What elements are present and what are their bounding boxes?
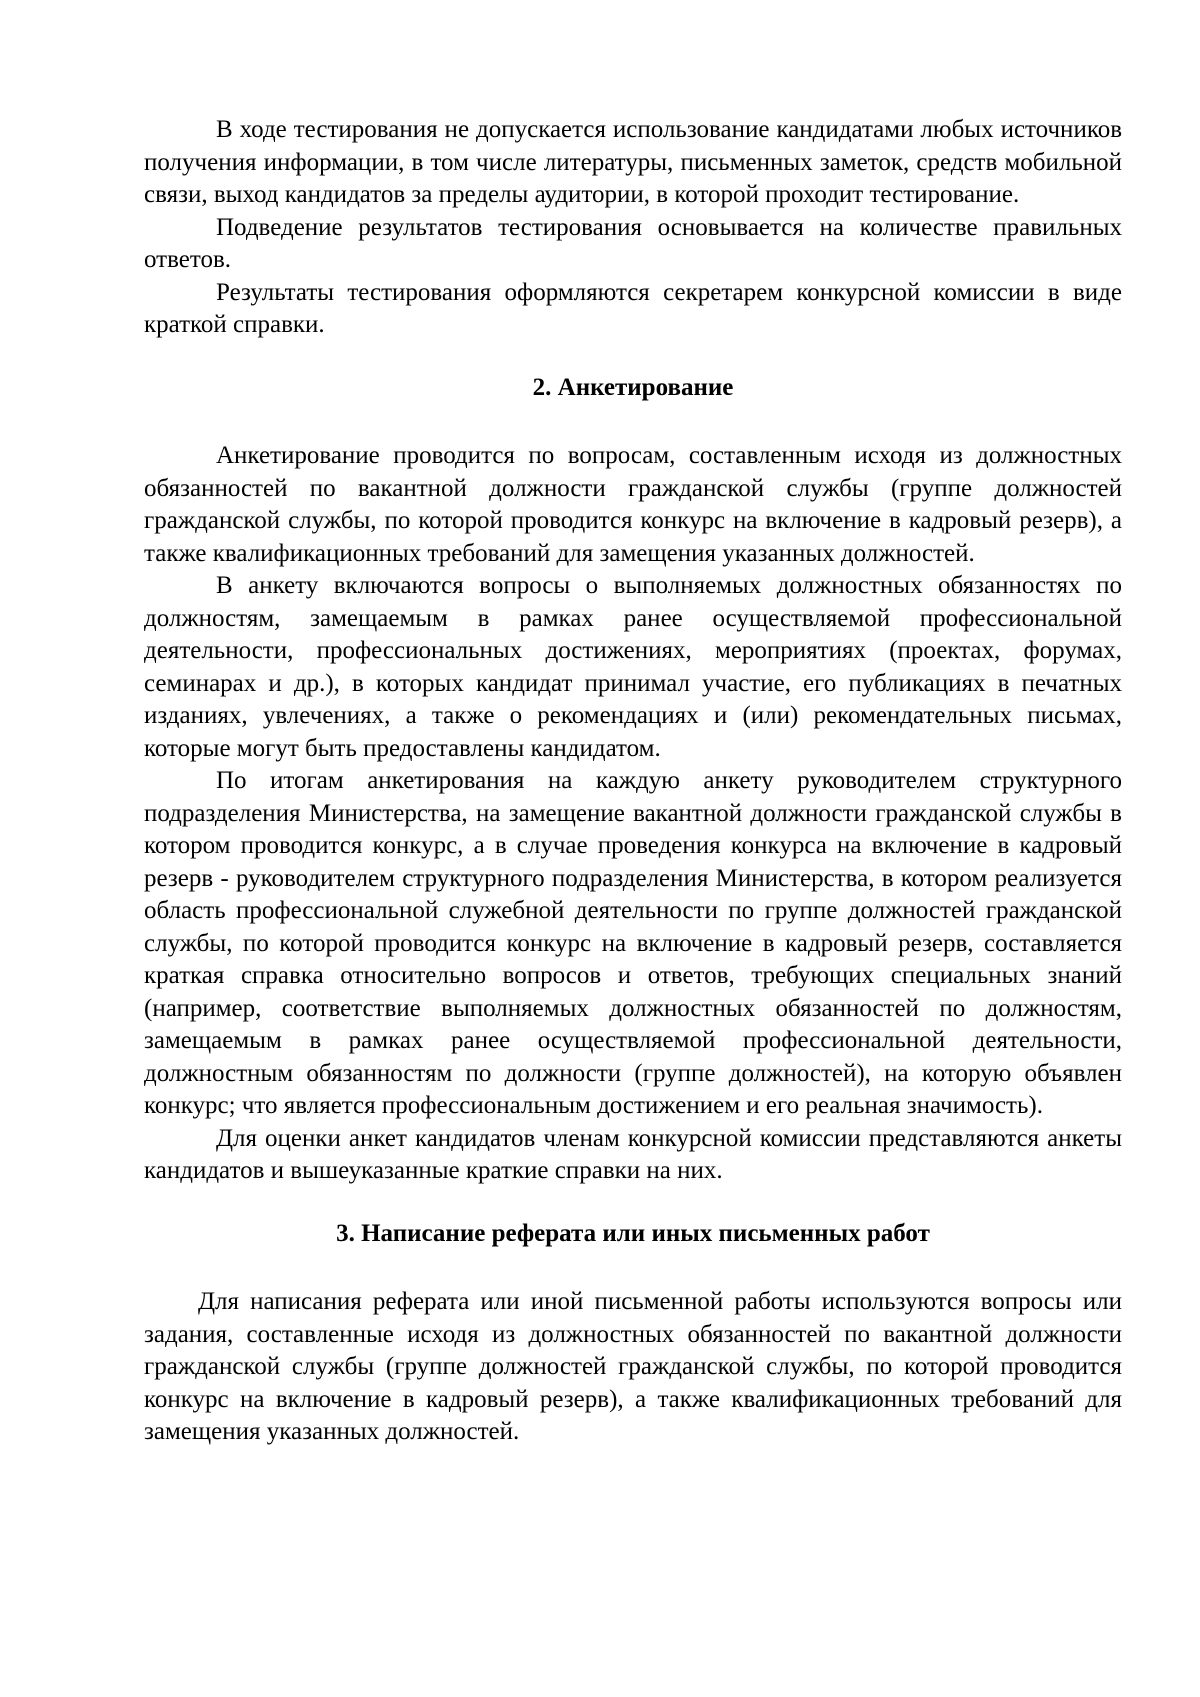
paragraph-questionnaire-basis: Анкетирование проводится по вопросам, составленным исходя из должностных обязанностей по вакантной должности гражданской службы (группе должностей гражданской службы, по которой проводится конкурс на включение в кадровый резерв), а также квалификационных требований для замещения указанных должностей. [144, 442, 1122, 567]
paragraph-testing-results-basis: Подведение результатов тестирования основывается на количестве правильных ответов. [144, 213, 1122, 273]
section-heading-questionnaire: 2. Анкетирование [532, 373, 734, 401]
paragraph-questionnaire-summary: По итогам анкетирования на каждую анкету руководителем структурного подразделения Министерства, на замещение вакантной должности гражданской службы в котором проводится конкурс, а в случае проведения конкурса на включение в кадровый резерв - руководителем структурного подразделения Министерства, в котором реализуется область профессиональной служебной деятельности по группе должностей гражданской службы, по которой проводится конкурс на включение в кадровый резерв, составляется краткая справка относительно вопросов и ответов, требующих специальных знаний (например, соответствие выполняемых должностных обязанностей по должностям, замещаемым в рамках ранее осуществляемой профессиональной деятельности, должностным обязанностям по должности (группе должностей), на которую объявлен конкурс; что является профессиональным достижением и его реальная значимость). [144, 767, 1122, 1119]
paragraph-questionnaire-evaluation: Для оценки анкет кандидатов членам конкурсной комиссии представляются анкеты кандидатов и вышеуказанные краткие справки на них. [144, 1124, 1122, 1184]
paragraph-testing-results-record: Результаты тестирования оформляются секретарем конкурсной комиссии в виде краткой справки. [144, 278, 1122, 338]
paragraph-essay-basis: Для написания реферата или иной письменной работы используются вопросы или задания, составленные исходя из должностных обязанностей по вакантной должности гражданской службы (группе должностей гражданской службы, по которой проводится конкурс на включение в кадровый резерв), а также квалификационных требований для замещения указанных должностей. [144, 1288, 1122, 1445]
paragraph-questionnaire-contents: В анкету включаются вопросы о выполняемых должностных обязанностях по должностям, замещаемым в рамках ранее осуществляемой профессиональной деятельности, профессиональных достижениях, мероприятиях (проектах, форумах, семинарах и др.), в которых кандидат принимал участие, его публикациях в печатных изданиях, увлечениях, а также о рекомендациях и (или) рекомендательных письмах, которые могут быть предоставлены кандидатом. [144, 572, 1122, 762]
paragraph-testing-restrictions: В ходе тестирования не допускается использование кандидатами любых источников получения информации, в том числе литературы, письменных заметок, средств мобильной связи, выход кандидатов за пределы аудитории, в которой проходит тестирование. [144, 116, 1122, 208]
document-body [144, 114, 1122, 1449]
section-heading-essay: 3. Написание реферата или иных письменных работ [336, 1219, 930, 1247]
